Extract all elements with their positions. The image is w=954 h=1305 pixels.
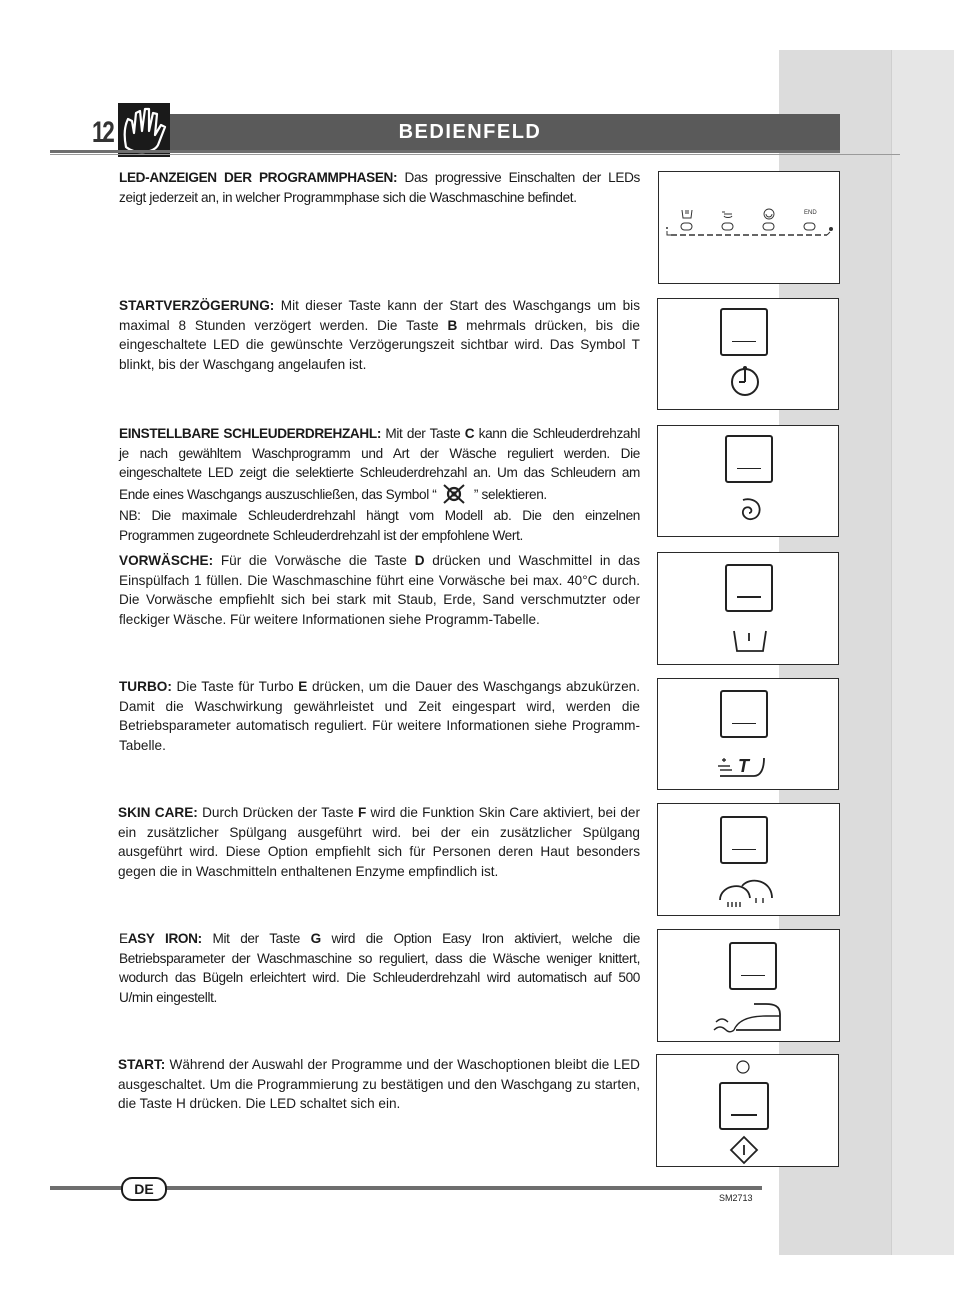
- no-spin-icon: [441, 483, 467, 505]
- hand-icon: [118, 103, 170, 157]
- easy-iron-button[interactable]: [729, 942, 777, 990]
- end-label: END: [804, 210, 817, 216]
- figure-spin-speed: [657, 425, 839, 537]
- section-spin-speed: EINSTELLBARE SCHLEUDERDREHZAHL: Mit der Taste C kann die Schleuderdrehzahl je nach gewähltem Waschprogramm und Art der Wäsche reguliert werden. Die eingeschaltete LED zeigt die selektierte Schleuderdrehzahl an. Um das Schleudern am Ende eines Waschgangs auszuschließen, das Symbol “ ” selektieren.: [119, 424, 640, 505]
- iron-icon: [710, 1000, 782, 1036]
- figure-led-panel: [658, 171, 840, 284]
- skin-care-button[interactable]: [720, 816, 768, 864]
- figure-easy-iron: [657, 929, 840, 1042]
- delay-button[interactable]: [720, 308, 768, 356]
- section-spin-note: NB: Die maximale Schleuderdrehzahl hängt vom Modell ab. Die den einzelnen Programmen zugeordnete Schleuderdrehzahl ist der empfohlene Wert.: [119, 508, 640, 543]
- prewash-button[interactable]: [725, 564, 773, 612]
- prewash-tub-icon: [732, 629, 768, 655]
- figure-prewash: [657, 552, 839, 665]
- section-heading-initial: E: [119, 931, 128, 946]
- key-letter: B: [447, 317, 458, 333]
- spin-button[interactable]: [725, 435, 773, 483]
- turbo-button[interactable]: [720, 690, 768, 738]
- section-heading: STARTVERZÖGERUNG:: [119, 298, 275, 313]
- turbo-icon: [716, 754, 770, 780]
- section-turbo: TURBO: Die Taste für Turbo E drücken, um die Dauer des Waschgangs abzukürzen. Damit die Waschwirkung gewährleistet und Zeit eingespart wird, werden die Betriebsparameter automatisch reguliert. Für weitere Informationen siehe Programm-Tabelle.: [119, 679, 640, 753]
- section-easy-iron: EASY IRON: Mit der Taste G wird die Option Easy Iron aktiviert, welche die Betriebsparameter der Waschmaschine so reguliert, dass die Wäsche weniger knittert, wodurch das Bügeln erleichtert wird. Die Schleuderdrehzahl wird automatisch auf 500 U/min eingestellt.: [119, 931, 641, 1005]
- key-letter: C: [464, 426, 475, 441]
- start-led-icon: [735, 1059, 751, 1075]
- language-badge: DE: [121, 1177, 167, 1201]
- section-start: START: Während der Auswahl der Programme und der Waschoptionen bleibt die LED ausgeschaltet. Um die Programmierung zu bestätigen und den Waschgang zu starten, die Taste H drücken. Die LED schaltet sich ein.: [118, 1057, 640, 1111]
- document-code: SM2713: [719, 1193, 753, 1203]
- svg-text:T: T: [738, 756, 749, 776]
- page-title: BEDIENFELD: [398, 121, 542, 143]
- header-rule: [50, 150, 840, 153]
- section-heading: VORWÄSCHE:: [119, 553, 214, 568]
- start-diamond-icon: [729, 1135, 759, 1165]
- section-skin-care: SKIN CARE: Durch Drücken der Taste F wird die Funktion Skin Care aktiviert, bei der ein zusätzlicher Spülgang ausgeführt wird. bei der ein zusätzlicher Spülgang ausgeführt wird. Diese Option empfiehlt sich für Personen deren Haut besonders gegen die in Waschmitteln enthaltenen Enzyme empfindlich ist.: [118, 805, 640, 879]
- start-button[interactable]: [719, 1082, 769, 1130]
- figure-skin-care: [657, 803, 840, 916]
- section-heading: TURBO:: [119, 679, 172, 694]
- figure-turbo: [657, 678, 839, 790]
- section-heading: EINSTELLBARE SCHLEUDERDREHZAHL:: [119, 426, 381, 441]
- spin-spiral-icon: [732, 496, 766, 530]
- page-number: 12: [92, 116, 113, 149]
- section-body: Das progressive Einschalten der LEDs zeigt jederzeit an, in welcher Programmphase sich die Waschmaschine befindet.: [119, 170, 640, 205]
- section-prewash: VORWÄSCHE: Für die Vorwäsche die Taste D drücken und Waschmittel in das Einspülfach 1 füllen. Die Waschmaschine führt eine Vorwäsche bei max. 40°C durch. Die Vorwäsche empfiehlt sich bei stark mit Staub, Erde, Sand verschmutzter oder fleckiger Wäsche. Für weitere Informationen siehe Programm-Tabelle.: [119, 553, 640, 627]
- key-letter: D: [414, 553, 425, 568]
- key-letter: E: [298, 679, 308, 694]
- section-start-delay: STARTVERZÖGERUNG: Mit dieser Taste kann der Start des Waschgangs um bis maximal 8 Stunden verzögert werden. Die Taste B mehrmals drücken, bis die eingeschaltete LED die gewünschte Verzögerungszeit sichtbar wird. Das Symbol T blinkt, bis der Waschgang angelaufen ist.: [119, 298, 640, 372]
- section-led-phases: [119, 168, 640, 207]
- key-letter: G: [310, 931, 321, 946]
- key-letter: F: [357, 805, 367, 820]
- clock-icon: [728, 365, 762, 399]
- section-heading: ASY IRON:: [127, 931, 202, 946]
- section-heading: SKIN CARE:: [118, 805, 198, 820]
- figure-start: [656, 1054, 839, 1167]
- right-edge-strip: [891, 50, 954, 1255]
- header-rule-thin: [50, 154, 900, 155]
- skin-care-icon: [716, 874, 776, 910]
- section-heading: LED-ANZEIGEN DER PROGRAMMPHASEN:: [119, 170, 398, 185]
- section-heading: START:: [118, 1057, 166, 1072]
- figure-start-delay: [657, 298, 839, 410]
